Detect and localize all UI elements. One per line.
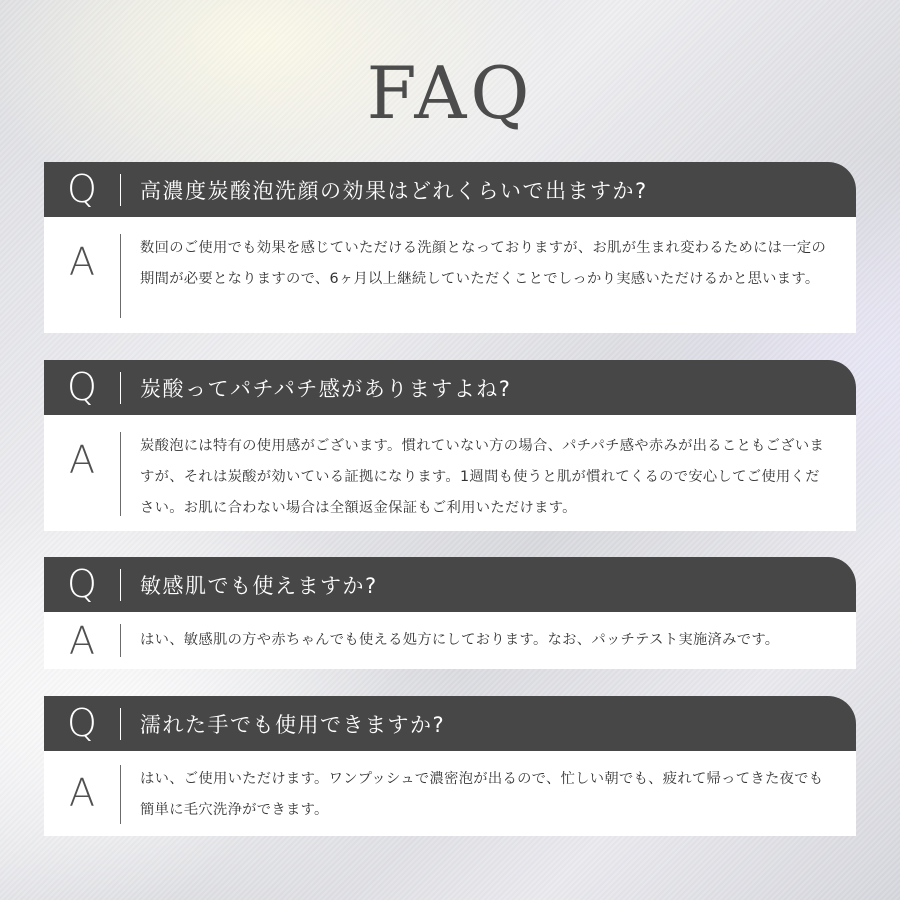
question-text: 高濃度炭酸泡洗顔の効果はどれくらいで出ますか? [140,178,648,203]
answer-text: 炭酸泡には特有の使用感がございます。慣れていない方の場合、パチパチ感や赤みが出ることもございますが、それは炭酸が効いている証拠になります。1週間も使うと肌が慣れてくるので安心してご使用ください。お肌に合わない場合は全額返金保証もご利用いただけます。 [140,438,825,516]
a-letter: A [69,438,95,482]
answer-box [44,751,856,836]
faq-item-3 [44,557,856,669]
question-bar [44,696,856,751]
q-letter: Q [67,701,97,745]
faq-item-4 [44,696,856,836]
a-letter: A [69,240,95,284]
answer-text: はい、ご使用いただけます。ワンプッシュで濃密泡が出るので、忙しい朝でも、疲れて帰ってきた夜でも簡単に毛穴洗浄ができます。 [140,771,824,818]
answer-text: 数回のご使用でも効果を感じていただける洗顔となっておりますが、お肌が生まれ変わるためには一定の期間が必要となりますので、6ヶ月以上継続していただくことでしっかり実感いただけるかと思います。 [140,240,827,287]
question-text: 炭酸ってパチパチ感がありますよね? [140,376,512,401]
a-letter: A [69,618,95,663]
answer-box [44,612,856,669]
answer-box [44,415,856,531]
question-bar [44,360,856,415]
question-bar [44,557,856,612]
faq-item-1 [44,162,856,333]
q-letter: Q [67,562,97,606]
page-title: FAQ [366,51,534,135]
question-bar [44,162,856,217]
question-text: 濡れた手でも使用できますか? [140,712,446,737]
q-letter: Q [67,167,97,211]
faq-item-2 [44,360,856,531]
answer-box [44,217,856,333]
question-text: 敏感肌でも使えますか? [140,573,378,598]
answer-text: はい、敏感肌の方や赤ちゃんでも使える処方にしております。なお、パッチテスト実施済みです。 [140,632,780,648]
q-letter: Q [67,365,97,409]
a-letter: A [69,771,95,815]
